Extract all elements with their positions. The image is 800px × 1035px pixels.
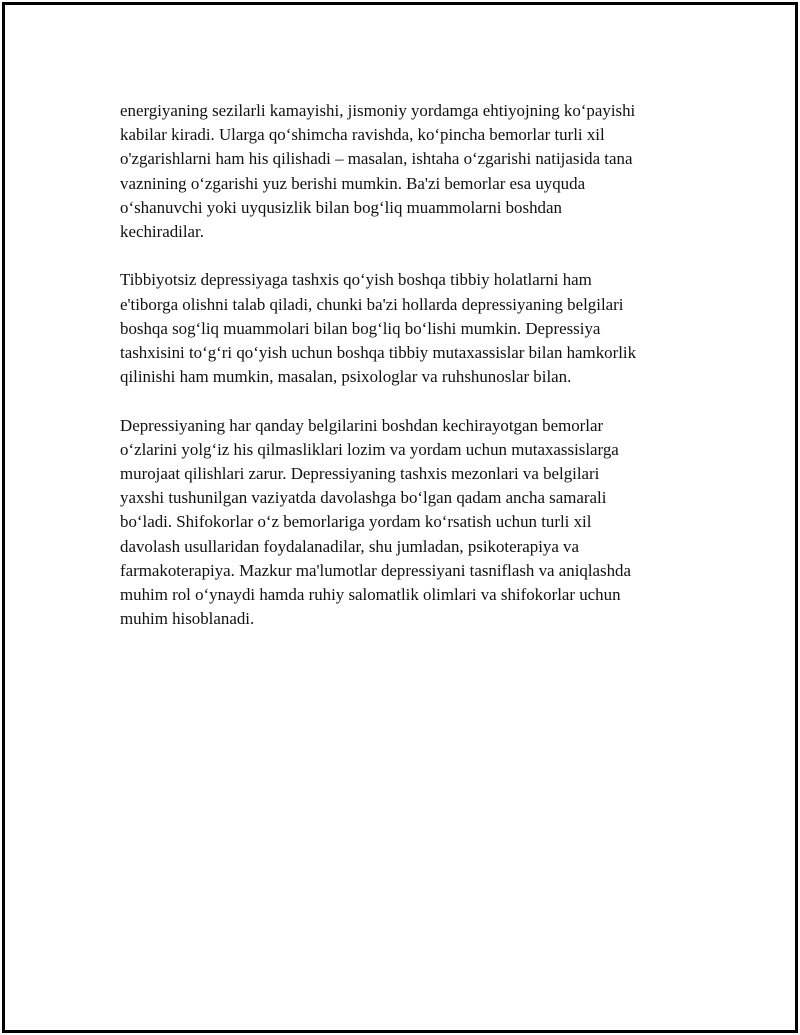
text-line: vaznining o‘zgarishi yuz berishi mumkin. Ba'zi bemorlar esa uyquda (120, 173, 586, 193)
paragraph-1 (120, 99, 700, 244)
text-line: bo‘ladi. Shifokorlar o‘z bemorlariga yordam ko‘rsatish uchun turli xil (120, 512, 592, 532)
text-line: muhim hisoblanadi. (120, 609, 255, 629)
text-line: e'tiborga olishni talab qiladi, chunki ba'zi hollarda depressiyaning belgilari (120, 294, 624, 314)
page-frame (2, 2, 798, 1033)
text-line: murojaat qilishlari zarur. Depressiyaning tashxis mezonlari va belgilari (120, 464, 600, 484)
document-body (120, 99, 700, 656)
text-line: farmakoterapiya. Mazkur ma'lumotlar depressiyani tasniflash va aniqlashda (120, 560, 631, 580)
text-line: o‘shanuvchi yoki uyqusizlik bilan bog‘liq muammolarni boshdan (120, 197, 562, 217)
text-line: yaxshi tushunilgan vaziyatda davolashga bo‘lgan qadam ancha samarali (120, 488, 607, 508)
text-line: tashxisini to‘g‘ri qo‘yish uchun boshqa tibbiy mutaxassislar bilan hamkorlik (120, 343, 637, 363)
paragraph-3 (120, 414, 700, 632)
text-line: energiyaning sezilarli kamayishi, jismoniy yordamga ehtiyojning ko‘payishi (120, 101, 636, 120)
text-line: qilinishi ham mumkin, masalan, psixologlar va ruhshunoslar bilan. (120, 367, 572, 387)
text-line: kabilar kiradi. Ularga qo‘shimcha ravishda, ko‘pincha bemorlar turli xil (120, 125, 605, 145)
text-line: Depressiyaning har qanday belgilarini boshdan kechirayotgan bemorlar (120, 415, 604, 435)
text-line: kechiradilar. (120, 222, 204, 242)
text-line: o'zgarishlarni ham his qilishadi – masalan, ishtaha o‘zgarishi natijasida tana (120, 149, 633, 169)
text-line: muhim rol o‘ynaydi hamda ruhiy salomatlik olimlari va shifokorlar uchun (120, 585, 621, 605)
text-line: davolash usullaridan foydalanadilar, shu jumladan, psikoterapiya va (120, 536, 579, 556)
text-line: boshqa sog‘liq muammolari bilan bog‘liq bo‘lishi mumkin. Depressiya (120, 318, 601, 338)
paragraph-2 (120, 268, 700, 389)
text-line: o‘zlarini yolg‘iz his qilmasliklari lozim va yordam uchun mutaxassislarga (120, 439, 619, 459)
text-line: Tibbiyotsiz depressiyaga tashxis qo‘yish boshqa tibbiy holatlarni ham (120, 270, 592, 290)
